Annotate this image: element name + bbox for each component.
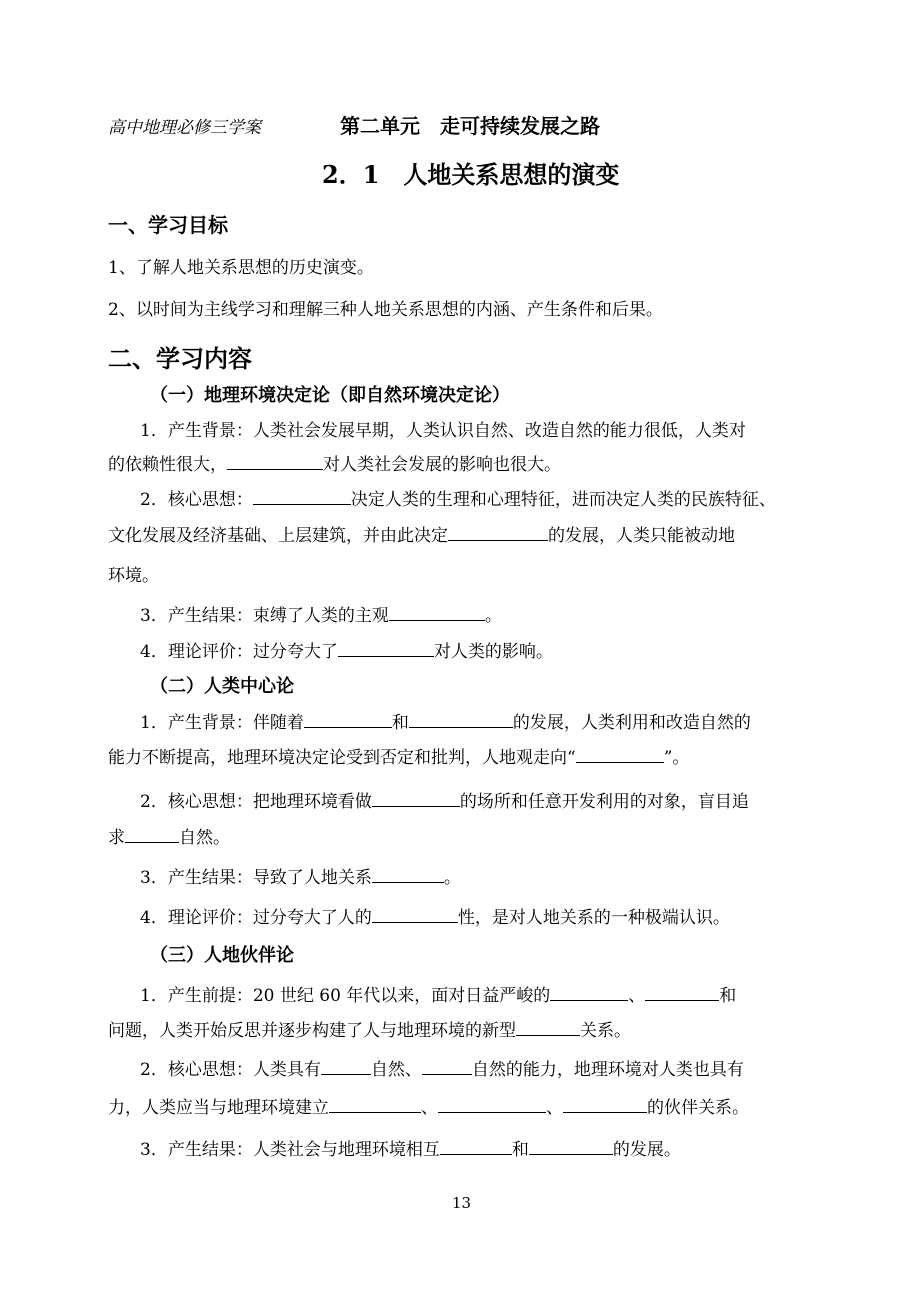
paragraph-line [140, 711, 751, 735]
fill-blank[interactable] [125, 826, 179, 843]
text-run: 能力不断提高，地理环境决定论受到否定和批判，人地观走向“ [108, 748, 576, 768]
text-run: 2．核心思想：把地理环境看做 [140, 792, 372, 812]
goal-item: 1、了解人地关系思想的历史演变。 [108, 258, 374, 278]
text-run: 2．核心思想：人类具有 [140, 1060, 321, 1080]
paragraph-line: 环境。 [108, 566, 159, 586]
fill-blank[interactable] [440, 1138, 512, 1155]
paragraph-line: 1．产生背景：人类社会发展早期，人类认识自然、改造自然的能力很低，人类对 [140, 421, 746, 441]
subsection-heading-anthropocentrism: （二）人类中心论 [150, 676, 294, 697]
fill-blank[interactable] [645, 984, 719, 1001]
text-run: 和 [511, 1140, 529, 1160]
fill-blank[interactable] [516, 1019, 580, 1036]
fill-blank[interactable] [550, 984, 628, 1001]
paragraph-line [140, 1058, 744, 1082]
paragraph-line [108, 524, 735, 548]
text-run: 的依赖性很大， [108, 455, 227, 475]
fill-blank[interactable] [338, 640, 434, 657]
text-run: 4．理论评价：过分夸大了 [140, 642, 338, 662]
paragraph-line [108, 1019, 631, 1043]
paragraph-line [108, 826, 230, 850]
text-run: 、 [546, 1098, 563, 1118]
fill-blank[interactable] [576, 746, 664, 763]
fill-blank[interactable] [529, 1138, 613, 1155]
paragraph-line [140, 604, 502, 628]
text-run: ”。 [663, 748, 690, 768]
paragraph-line [108, 746, 689, 770]
text-run: 对人类社会发展的影响也很大。 [323, 455, 561, 475]
text-run: 的发展，人类只能被动地 [548, 526, 735, 546]
text-run: 对人类的影响。 [433, 642, 553, 662]
text-run: 、 [628, 986, 646, 1006]
section-heading-content: 二、学习内容 [108, 344, 252, 373]
text-run: 问题，人类开始反思并逐步构建了人与地理环境的新型 [108, 1021, 516, 1041]
fill-blank[interactable] [321, 1058, 371, 1075]
text-run: 4．理论评价：过分夸大了人的 [140, 908, 372, 928]
text-run: 和 [391, 713, 409, 733]
paragraph-line [140, 906, 730, 930]
text-run: 。 [484, 606, 502, 626]
text-run: 力，人类应当与地理环境建立 [108, 1098, 329, 1118]
course-label: 高中地理必修三学案 [108, 118, 261, 138]
paragraph-line [140, 488, 776, 512]
paragraph-line [140, 790, 749, 814]
text-run: 的发展，人类利用和改造自然的 [512, 713, 751, 733]
fill-blank[interactable] [372, 790, 460, 807]
text-run: 3．产生结果：束缚了人类的主观 [140, 606, 389, 626]
text-run: 3．产生结果：人类社会与地理环境相互 [140, 1140, 440, 1160]
page-title: 2．1 人地关系思想的演变 [322, 160, 620, 189]
text-run: 和 [719, 986, 737, 1006]
text-run: 1．产生背景：伴随着 [140, 713, 304, 733]
text-run: 1．产生前提：20 世纪 60 年代以来，面对日益严峻的 [140, 986, 551, 1006]
subsection-heading-partnership: （三）人地伙伴论 [150, 945, 294, 966]
paragraph-line [140, 640, 553, 664]
text-run: 自然的能力，地理环境对人类也具有 [471, 1060, 744, 1080]
text-run: 关系。 [580, 1021, 631, 1041]
paragraph-line [108, 453, 561, 477]
fill-blank[interactable] [329, 1096, 421, 1113]
fill-blank[interactable] [227, 453, 323, 470]
paragraph-line [140, 984, 736, 1008]
text-run: 自然、 [370, 1060, 422, 1080]
text-run: 。 [443, 868, 461, 888]
text-run: 、 [421, 1098, 438, 1118]
text-run: 求 [108, 828, 125, 848]
fill-blank[interactable] [409, 711, 513, 728]
fill-blank[interactable] [438, 1096, 546, 1113]
text-run: 3．产生结果：导致了人地关系 [140, 868, 372, 888]
fill-blank[interactable] [304, 711, 392, 728]
fill-blank[interactable] [253, 488, 351, 505]
fill-blank[interactable] [563, 1096, 647, 1113]
paragraph-line [140, 866, 461, 890]
paragraph-line [108, 1096, 749, 1120]
fill-blank[interactable] [372, 866, 444, 883]
fill-blank[interactable] [422, 1058, 472, 1075]
goal-item: 2、以时间为主线学习和理解三种人地关系思想的内涵、产生条件和后果。 [108, 300, 663, 320]
page-number: 13 [452, 1194, 472, 1212]
section-heading-goals: 一、学习目标 [108, 213, 228, 237]
text-run: 决定人类的生理和心理特征，进而决定人类的民族特征、 [350, 490, 776, 510]
text-run: 的场所和任意开发利用的对象，盲目追 [459, 792, 749, 812]
text-run: 的发展。 [612, 1140, 681, 1160]
text-run: 文化发展及经济基础、上层建筑，并由此决定 [108, 526, 448, 546]
text-run: 自然。 [179, 828, 230, 848]
paragraph-line [140, 1138, 681, 1162]
subsection-heading-determinism: （一）地理环境决定论（即自然环境决定论） [150, 385, 510, 406]
unit-title: 第二单元 走可持续发展之路 [340, 114, 600, 138]
text-run: 的伙伴关系。 [647, 1098, 749, 1118]
fill-blank[interactable] [389, 604, 485, 621]
fill-blank[interactable] [448, 524, 548, 541]
text-run: 性，是对人地关系的一种极端认识。 [457, 908, 730, 928]
fill-blank[interactable] [372, 906, 458, 923]
text-run: 2．核心思想： [140, 490, 253, 510]
